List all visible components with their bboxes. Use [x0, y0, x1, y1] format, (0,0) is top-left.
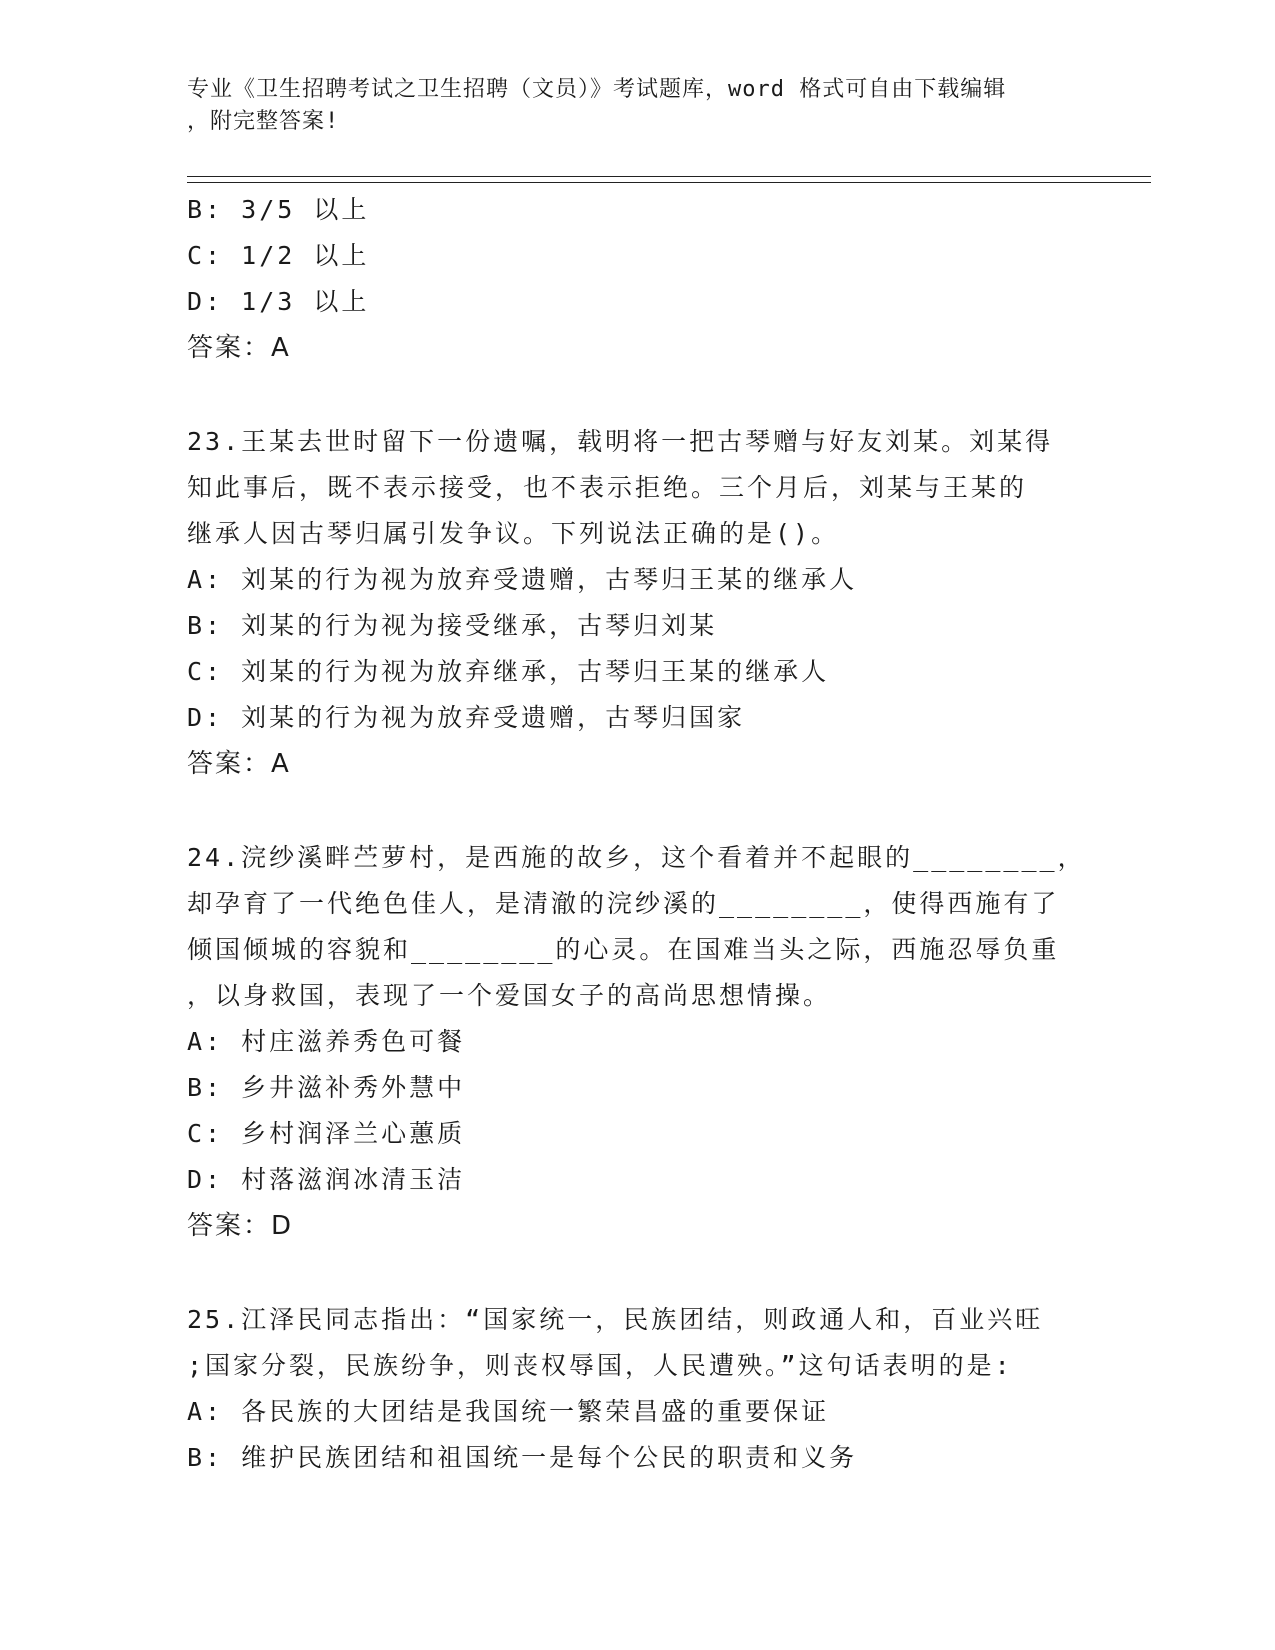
option-b: B: 刘某的行为视为接受继承，古琴归刘某 [187, 611, 718, 640]
question-stem-line: ;国家分裂，民族纷争，则丧权辱国，人民遭殃。”这句话表明的是: [187, 1351, 1013, 1380]
question-content [187, 187, 1087, 1481]
answer-line: 答案：D [187, 1211, 294, 1241]
option-b: B: 维护民族团结和祖国统一是每个公民的职责和义务 [187, 1443, 858, 1472]
header-line-1: 专业《卫生招聘考试之卫生招聘（文员）》考试题库，word 格式可自由下载编辑 [187, 77, 1007, 102]
question-stem-line: 继承人因古琴归属引发争议。下列说法正确的是()。 [187, 519, 840, 548]
question-stem-line: 倾国倾城的容貌和________的心灵。在国难当头之际，西施忍辱负重 [187, 935, 1060, 964]
option-c: C: 乡村润泽兰心蕙质 [187, 1119, 466, 1148]
question-stem-line: 知此事后，既不表示接受，也不表示拒绝。三个月后，刘某与王某的 [187, 473, 1028, 502]
option-a: A: 刘某的行为视为放弃受遗赠，古琴归王某的继承人 [187, 565, 858, 594]
answer-line: 答案：A [187, 749, 291, 779]
answer-line: 答案：A [187, 333, 291, 363]
option-a: A: 村庄滋养秀色可餐 [187, 1027, 466, 1056]
question-24 [187, 835, 1087, 1249]
option-c: C: 1/2 以上 [187, 241, 370, 270]
option-d: D: 村落滋润冰清玉洁 [187, 1165, 466, 1194]
question-25 [187, 1297, 1087, 1481]
option-c: C: 刘某的行为视为放弃继承，古琴归王某的继承人 [187, 657, 830, 686]
header-divider-top [187, 176, 1151, 177]
header-divider-bottom [187, 182, 1151, 183]
option-b: B: 3/5 以上 [187, 195, 370, 224]
question-22 [187, 187, 1087, 371]
option-a: A: 各民族的大团结是我国统一繁荣昌盛的重要保证 [187, 1397, 830, 1426]
document-header [187, 74, 1067, 138]
option-d: D: 1/3 以上 [187, 287, 370, 316]
question-stem-line: 24.浣纱溪畔苎萝村，是西施的故乡，这个看着并不起眼的________， [187, 843, 1086, 872]
question-stem-line: 却孕育了一代绝色佳人，是清澈的浣纱溪的________，使得西施有了 [187, 889, 1060, 918]
question-23 [187, 419, 1087, 787]
option-d: D: 刘某的行为视为放弃受遗赠，古琴归国家 [187, 703, 746, 732]
question-stem-line: 23.王某去世时留下一份遗嘱，载明将一把古琴赠与好友刘某。刘某得 [187, 427, 1054, 456]
header-line-2: ，附完整答案! [187, 109, 340, 134]
question-stem-line: ，以身救国，表现了一个爱国女子的高尚思想情操。 [187, 981, 832, 1010]
question-stem-line: 25.江泽民同志指出：“国家统一，民族团结，则政通人和，百业兴旺 [187, 1305, 1044, 1334]
option-b: B: 乡井滋补秀外慧中 [187, 1073, 466, 1102]
